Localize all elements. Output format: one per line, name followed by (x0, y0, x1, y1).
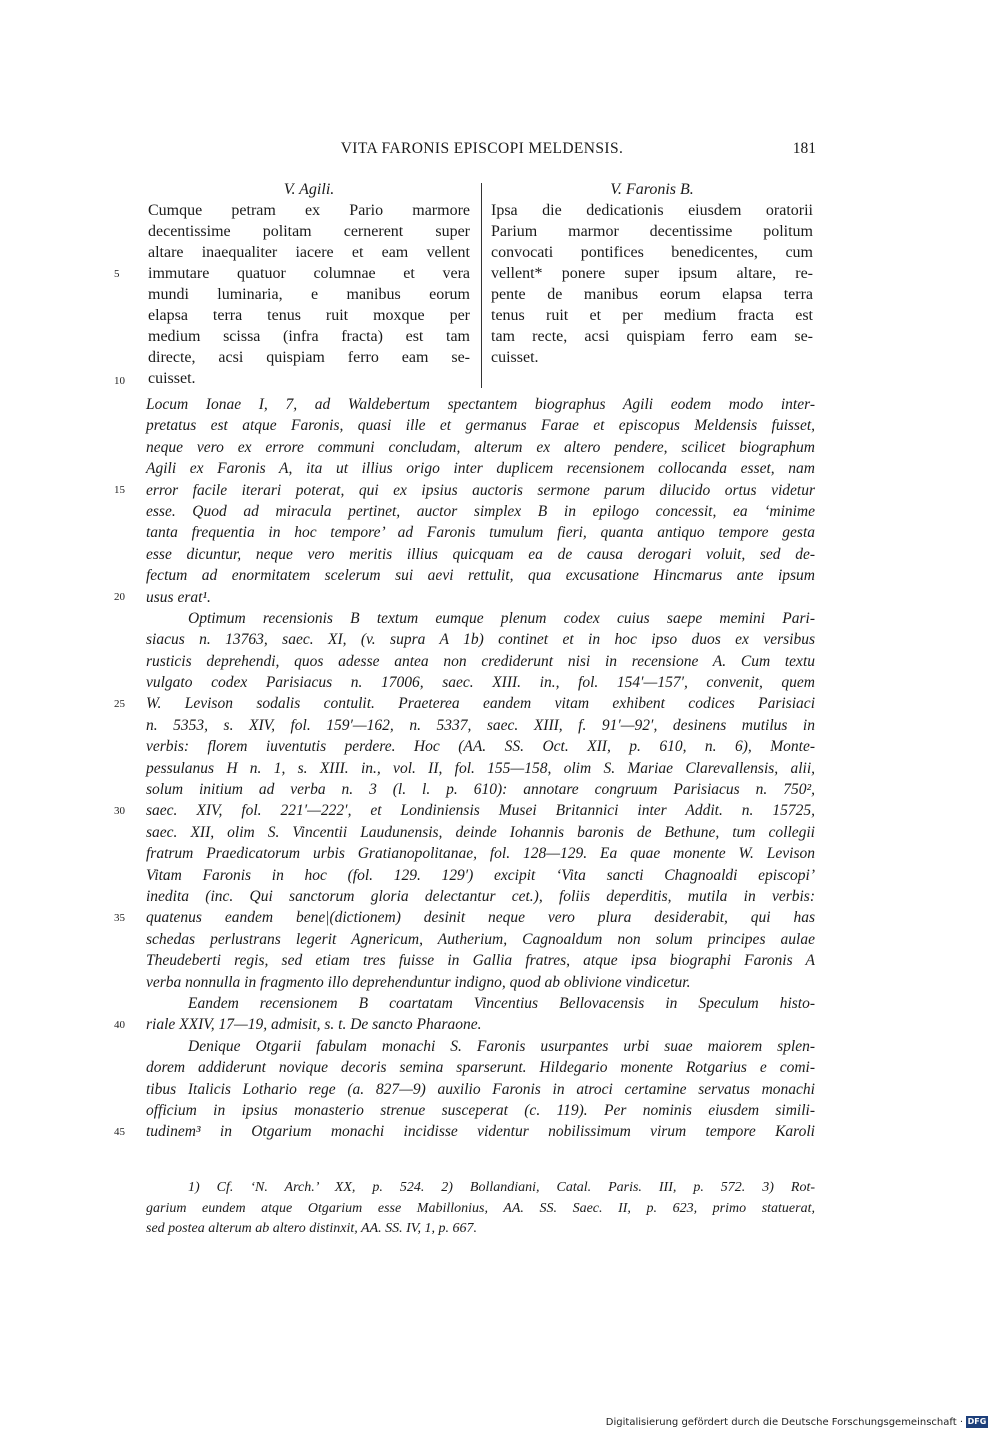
right-column-line: cuisset. (491, 349, 539, 366)
footnote-line: 1) Cf. ‘N. Arch.’ XX, p. 524. 2) Bollandiani, Catal. Paris. III, p. 572. 3) Rot- (188, 1180, 815, 1195)
body-line: rusticis deprehendi, quos adesse antea non crediderunt nisi in recensione A. Cum textu (146, 652, 815, 670)
left-column-line: decentissime politam cernerent super (148, 223, 470, 240)
body-line: riale XXIV, 17—19, admisit, s. t. De sancto Pharaone. (146, 1016, 482, 1034)
column-divider (481, 183, 482, 388)
body-line: fratrum Praedicatorum urbis Gratianopolitanae, fol. 128—129. Ea quae monente W. Levison (146, 845, 815, 863)
body-line: n. 5353, s. XIV, fol. 159′—162, n. 5337, saec. XIII, f. 91′—92′, desinens mutilus in (146, 716, 815, 734)
body-line: pessulanus H n. 1, s. XIII. in., vol. II, fol. 155—158, olim S. Mariae Clarevallensis, alii, (146, 759, 815, 777)
line-number: 25 (114, 698, 125, 710)
body-line: esse dicuntur, neque vero meritis illius quicquam ea de causa derogari voluit, sed de- (146, 545, 815, 563)
body-line: tibus Italicis Lothario rege (a. 827—9) auxilio Faronis in atroci certamine servatus monachi (146, 1080, 815, 1098)
body-line: tudinem³ in Otgarium monachi incidisse videntur nobilissimum virum tempore Karoli (146, 1123, 815, 1141)
line-number: 45 (114, 1126, 125, 1138)
right-column-line: Ipsa die dedicationis eiusdem oratorii (491, 202, 813, 219)
dfg-logo: DFG (967, 1417, 987, 1426)
left-column (148, 179, 470, 389)
left-column-line: directe, acsi quispiam ferro eam se- (148, 349, 470, 366)
page-number: 181 (792, 140, 816, 157)
body-line: Eandem recensionem B coartatam Vincentius Bellovacensis in Speculum histo- (188, 994, 815, 1012)
body-line: Optimum recensionis B textum eumque plenum codex cuius saepe memini Pari- (188, 609, 815, 627)
body-line: Theudeberti regis, sed etiam tres fuisse in Gallia fratres, atque ipsa biographi Faronis A (146, 952, 815, 970)
body-line: usus erat¹. (146, 588, 211, 606)
right-column-line: convocati pontifices benedicentes, cum (491, 244, 813, 261)
credit-text: Digitalisierung gefördert durch die Deutsche Forschungsgemeinschaft · (605, 1416, 963, 1428)
body-line: officium in ipsius monasterio strenue susceperat (c. 119). Per nominis eiusdem simili- (146, 1101, 815, 1119)
digitization-credit (606, 1416, 988, 1428)
body-line: inedita (inc. Qui sanctorum gloria delectantur cet.), foliis deperditis, mutila in verbis: (146, 887, 815, 905)
body-line: verba nonnulla in fragmento illo deprehenduntur indigno, quod ab oblivione vindicetur. (146, 973, 691, 991)
right-column (491, 179, 813, 368)
body-line: vulgato codex Parisiacus n. 17006, saec. XIII. in., fol. 154′—157′, convenit, quem (146, 674, 815, 692)
body-line: neque vero ex errore communi concludam, alterum ex altero pendere, scilicet biographum (146, 438, 815, 456)
right-column-title: V. Faronis B. (610, 181, 694, 198)
body-line: schedas perlustrans legerit Agnericum, Autherium, Cagnoaldum non solum principes aulae (146, 930, 815, 948)
left-column-line: altare inaequaliter iacere et eam vellent (148, 244, 470, 261)
body-line: tanta frequentia in hoc tempore’ ad Faronis tumulum fieri, quanta antiquo tempore gesta (146, 524, 815, 542)
left-column-line: elapsa terra tenus ruit moxque per (148, 307, 470, 324)
left-column-line: immutare quatuor columnae et vera (148, 265, 470, 282)
body-line: esse. Quod ad miracula pertinet, auctor simplex B in epilogo concessit, ea ‘minime (146, 502, 815, 520)
right-column-line: pente de manibus eorum elapsa terra (491, 286, 813, 303)
right-column-line: tam recte, acsi quispiam ferro eam se- (491, 328, 813, 345)
line-number: 35 (114, 912, 125, 924)
footnote-line: sed postea alterum ab altero distinxit, AA. SS. IV, 1, p. 667. (146, 1221, 478, 1236)
body-line: Locum Ionae I, 7, ad Waldebertum spectantem biographus Agili eodem modo inter- (146, 396, 815, 413)
body-line: quatenus eandem bene|(dictionem) desinit neque vero plura desiderabit, qui has (146, 909, 815, 927)
body-line: Vitam Faronis in hoc (fol. 129. 129′) excipit ‘Vita sancti Chagnoaldi episcopi’ (146, 866, 815, 884)
left-column-line: Cumque petram ex Pario marmore (148, 202, 470, 219)
body-line: pretatus est atque Faronis, quasi ille et germanus Farae et episcopus Meldensis fuisset, (146, 417, 815, 435)
left-column-line: mundi luminaria, e manibus eorum (148, 286, 470, 303)
left-column-line: medium scissa (infra fracta) est tam (148, 328, 470, 345)
page-title: VITA FARONIS EPISCOPI MELDENSIS. (340, 140, 624, 157)
right-column-line: Parium marmor decentissime politum (491, 223, 813, 240)
running-header (148, 140, 816, 164)
right-column-line: tenus ruit et per medium fracta est (491, 307, 813, 324)
line-number: 10 (114, 375, 125, 387)
body-line: Denique Otgarii fabulam monachi S. Faronis usurpantes urbi suae maiorem splen- (188, 1037, 815, 1055)
right-column-line: vellent* ponere super ipsum altare, re- (491, 265, 813, 282)
body-line: saec. XIV, fol. 221′—222′, et Londiniensis Musei Britannici inter Addit. n. 15725, (146, 802, 815, 820)
line-number: 40 (114, 1019, 125, 1031)
body-line: W. Levison sodalis contulit. Praeterea eandem vitam exhibent codices Parisiaci (146, 695, 815, 713)
body-line: saec. XII, olim S. Vincentii Laudunensis, deinde Iohannis baronis de Bethune, tum collegii (146, 823, 815, 841)
commentary-body (146, 394, 815, 1143)
line-number: 30 (114, 805, 125, 817)
body-line: Agili ex Faronis A, ita ut illius origo inter duplicem recensionem collocanda esset, nam (146, 460, 815, 478)
body-line: siacus n. 13763, saec. XI, (v. supra A 1b) continet et in hoc ipso duos ex versibus (146, 631, 815, 649)
footnotes (146, 1178, 815, 1240)
body-line: fectum ad enormitatem scelerum sui aevi rettulit, qua excusatione Hincmarus ante ipsum (146, 567, 815, 585)
body-line: solum initium ad verba n. 3 (l. l. p. 610): annotare congruum Parisiacus n. 750², (146, 781, 815, 799)
body-line: error facile iterari poterat, qui ex ipsius auctoris sermone parum dilucido ortus videtur (146, 481, 815, 499)
left-column-line: cuisset. (148, 370, 196, 387)
footnote-line: garium eundem atque Otgarium esse Mabillonius, AA. SS. Saec. II, p. 623, primo statuerat, (146, 1200, 815, 1216)
body-line: dorem addiderunt novique decoris semina sparserunt. Hildegario monente Rotgarius e comi- (146, 1059, 815, 1077)
line-number: 15 (114, 484, 125, 496)
body-line: verbis: florem iuventutis perdere. Hoc (AA. SS. Oct. XII, p. 610, n. 6), Monte- (146, 738, 815, 756)
line-number: 20 (114, 591, 125, 603)
left-column-title: V. Agili. (283, 181, 335, 198)
line-number: 5 (114, 268, 120, 280)
